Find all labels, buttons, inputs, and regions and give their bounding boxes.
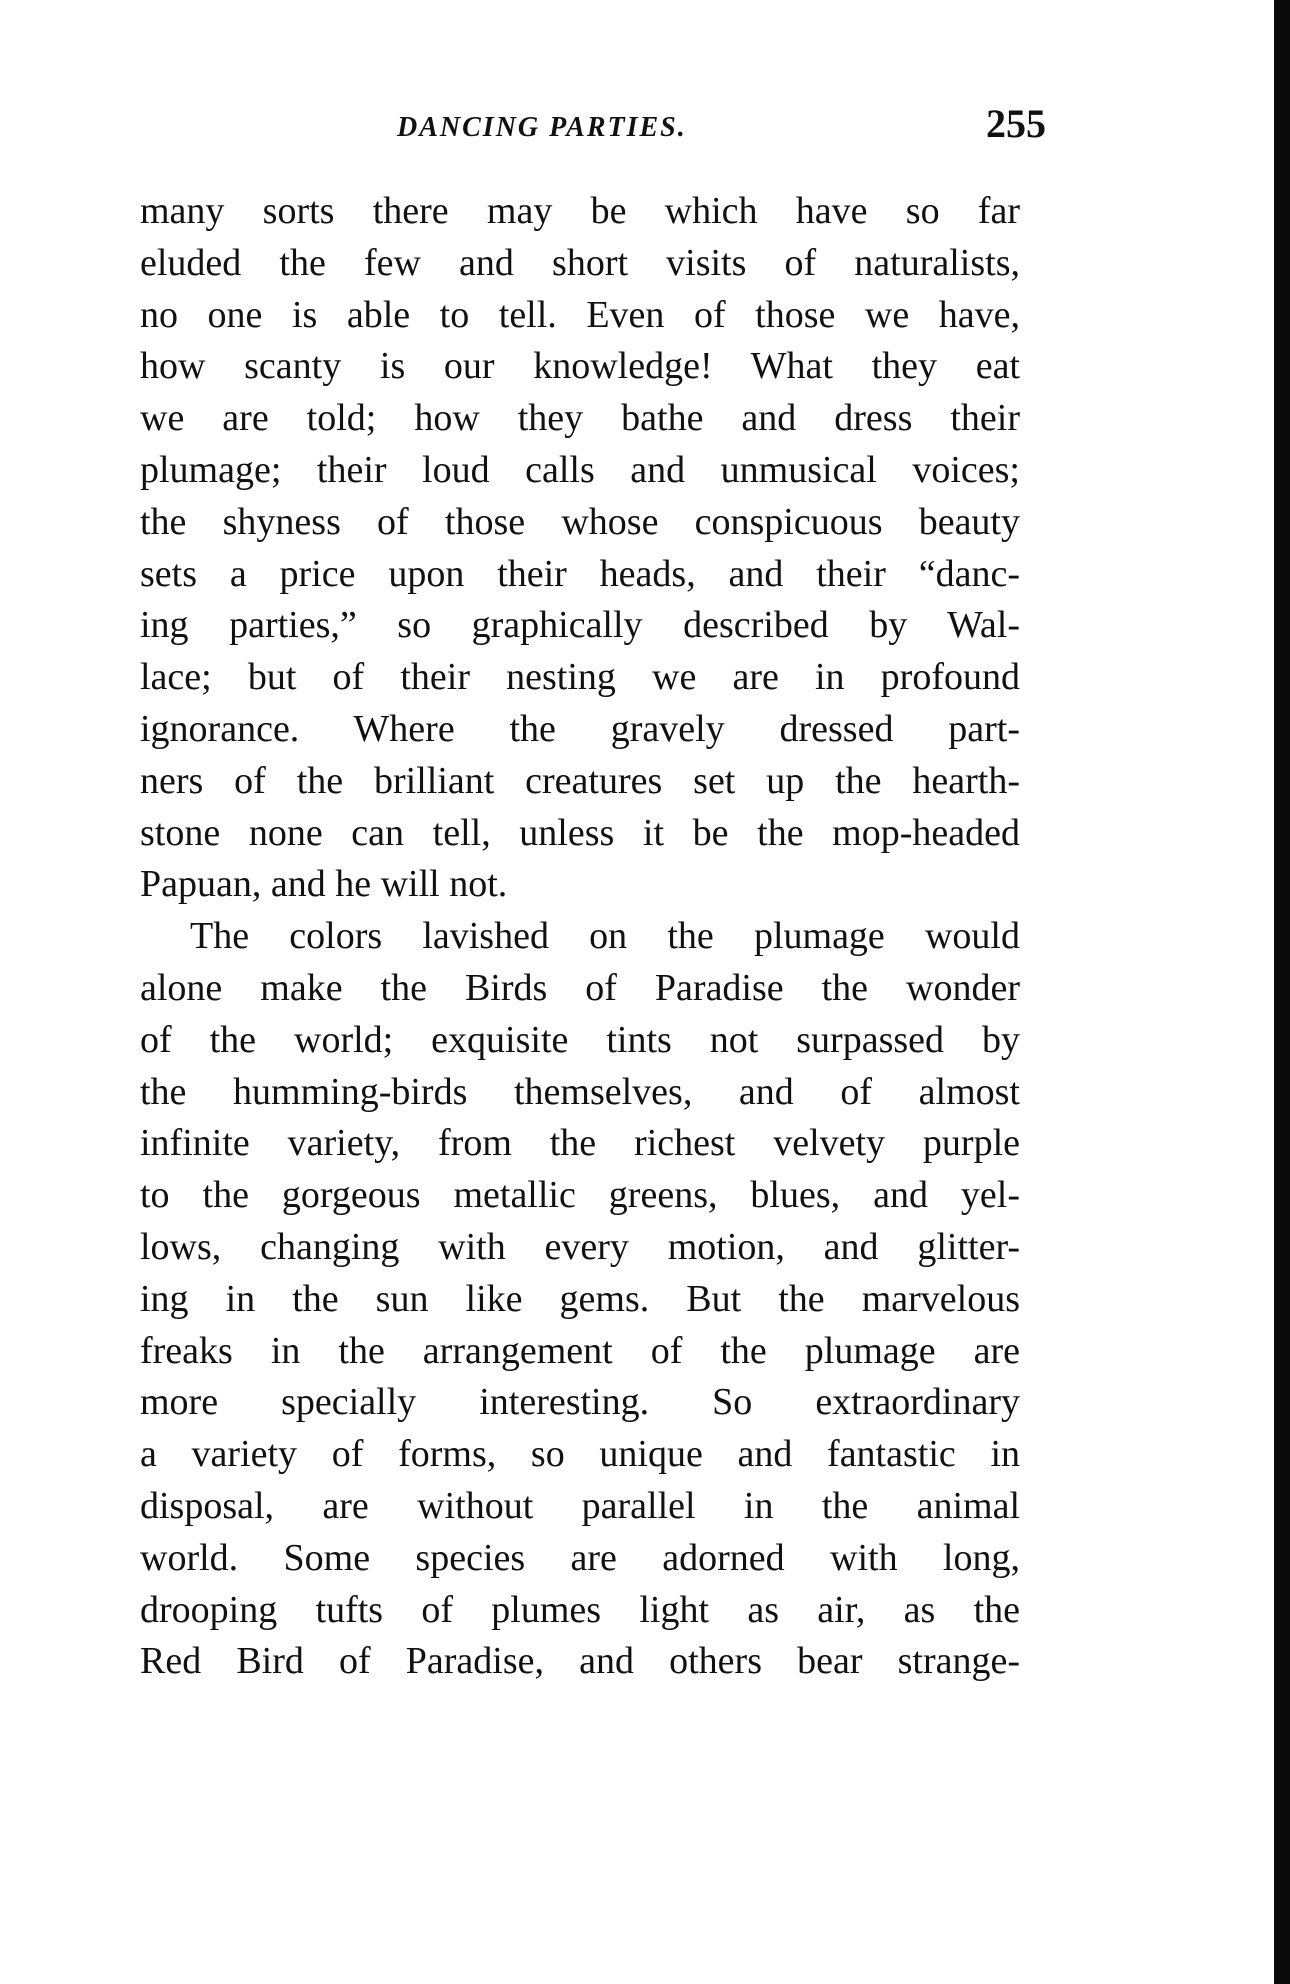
text-line: infinite variety, from the richest velvety purple <box>140 1122 1020 1165</box>
text-line: no one is able to tell. Even of those we have, <box>140 293 1020 336</box>
text-line: the humming-birds themselves, and of almost <box>140 1070 1020 1113</box>
text-line: freaks in the arrangement of the plumage are <box>140 1329 1020 1372</box>
text-line: of the world; exquisite tints not surpassed by <box>140 1018 1020 1061</box>
text-line: the shyness of those whose conspicuous beauty <box>140 500 1020 543</box>
text-line: ing in the sun like gems. But the marvelous <box>140 1277 1020 1320</box>
body-text <box>140 186 1020 1688</box>
text-line: ners of the brilliant creatures set up the hearth- <box>140 759 1020 802</box>
text-line: a variety of forms, so unique and fantastic in <box>140 1433 1020 1476</box>
text-line: ignorance. Where the gravely dressed part- <box>140 707 1020 750</box>
paragraph-1 <box>140 186 1020 911</box>
text-line: The colors lavished on the plumage would <box>190 915 1020 958</box>
paragraph-2 <box>140 911 1020 1688</box>
running-title: DANCING PARTIES. <box>397 112 687 143</box>
text-line: how scanty is our knowledge! What they eat <box>140 345 1020 388</box>
text-line: world. Some species are adorned with long, <box>140 1536 1020 1579</box>
text-line: drooping tufts of plumes light as air, as the <box>140 1588 1020 1631</box>
text-line: eluded the few and short visits of naturalists, <box>140 241 1020 284</box>
text-line: sets a price upon their heads, and their “danc- <box>140 552 1020 595</box>
text-line: lace; but of their nesting we are in profound <box>140 656 1020 699</box>
text-line: Papuan, and he will not. <box>140 863 508 906</box>
text-line: lows, changing with every motion, and glitter- <box>140 1225 1020 1268</box>
page-number: 255 <box>986 101 1046 146</box>
text-line: more specially interesting. So extraordinary <box>140 1381 1020 1424</box>
text-line: we are told; how they bathe and dress their <box>140 397 1020 440</box>
text-line: alone make the Birds of Paradise the wonder <box>140 966 1020 1009</box>
text-line: Red Bird of Paradise, and others bear strange- <box>140 1640 1020 1683</box>
text-line: many sorts there may be which have so far <box>140 190 1020 232</box>
text-line: disposal, are without parallel in the animal <box>140 1484 1020 1527</box>
page-header <box>140 100 1046 160</box>
text-line: stone none can tell, unless it be the mop-headed <box>140 811 1020 854</box>
text-line: plumage; their loud calls and unmusical voices; <box>140 448 1020 491</box>
page-binding-edge <box>1274 0 1290 1984</box>
text-line: ing parties,” so graphically described by Wal- <box>140 604 1020 647</box>
text-line: to the gorgeous metallic greens, blues, and yel- <box>140 1174 1020 1217</box>
